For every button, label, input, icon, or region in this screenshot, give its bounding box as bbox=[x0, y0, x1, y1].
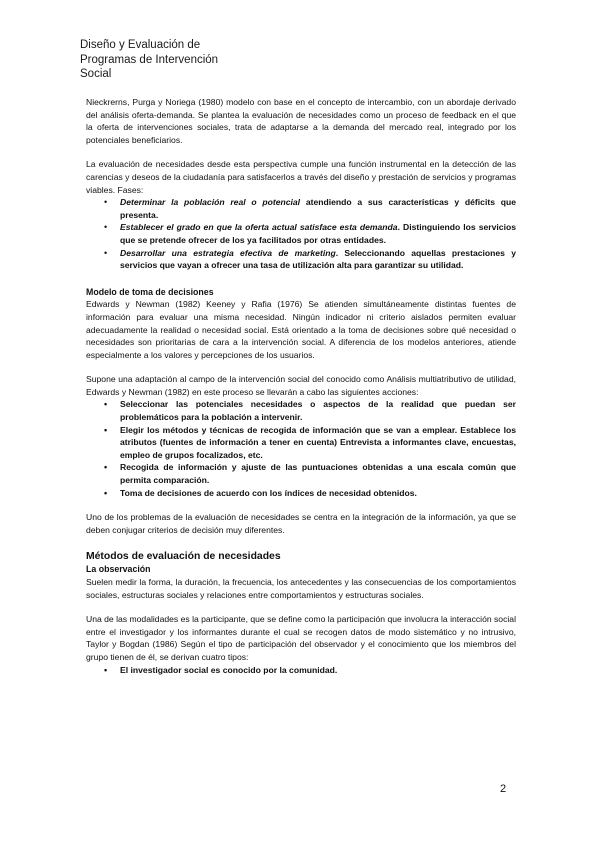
paragraph-intercambio: Nieckrerns, Purga y Noriega (1980) modelo con base en el concepto de intercambio, con un abordaje derivado del análisis oferta-demanda. Se plantea la evaluación de necesidades como un proceso de feedback en el que la oferta de intervenciones sociales, trata de adaptarse a la demanda del mercado real, integrado por los potenciales beneficiarios. bbox=[86, 97, 516, 145]
list-item: • Desarrollar una estrategia efectiva de marketing. Seleccionando aquellas prestaciones y servicios que vayan a ofrecer una tasa de utilización alta para garantizar su utilidad. bbox=[86, 247, 516, 272]
paragraph-analisis-multiatributivo: Supone una adaptación al campo de la intervención social del conocido como Análisis multiatributivo de utilidad, Edwards y Newman (1982) en este proceso se llevarán a cabo las siguientes acciones: bbox=[86, 374, 516, 397]
paragraph-integracion: Uno de los problemas de la evaluación de necesidades se centra en la integración de la información, ya que se deben conjugar criterios de decisión muy diferentes. bbox=[86, 512, 516, 535]
acciones-list bbox=[86, 398, 516, 499]
list-item: • Seleccionar las potenciales necesidades o aspectos de la realidad que puedan ser problemáticos para la población a intervenir. bbox=[86, 398, 516, 423]
heading-la-observacion: La observación bbox=[86, 564, 151, 575]
document-header bbox=[80, 38, 218, 82]
heading-modelo-toma-decisiones: Modelo de toma de decisiones bbox=[86, 286, 214, 297]
fases-list bbox=[86, 196, 516, 272]
list-item: • Elegir los métodos y técnicas de recogida de información que se van a emplear. Establece los atributos (fuentes de información a tener en cuenta) Entrevista a informantes clave, encuestas, empleo de grupos focalizados, etc. bbox=[86, 424, 516, 462]
paragraph-observacion: Suelen medir la forma, la duración, la frecuencia, los antecedentes y las consecuencias de los comportamientos sociales, estructuras sociales y relaciones entre comportamientos y estructuras sociales. bbox=[86, 577, 516, 600]
paragraph-funcion-instrumental: La evaluación de necesidades desde esta perspectiva cumple una función instrumental en la detección de las carencias y deseos de la ciudadanía para satisfacerlos a través del diseño y prestación de servicios y programas viables. Fases: bbox=[86, 159, 516, 195]
header-line-2: Programas de Intervención bbox=[80, 53, 219, 66]
document-body bbox=[86, 96, 516, 676]
header-line-3: Social bbox=[80, 68, 112, 80]
list-item: • Toma de decisiones de acuerdo con los índices de necesidad obtenidos. bbox=[86, 487, 516, 500]
list-item: • Recogida de información y ajuste de las puntuaciones obtenidas a una escala común que permita comparación. bbox=[86, 461, 516, 486]
header-line-1: Diseño y Evaluación de bbox=[80, 39, 201, 51]
heading-metodos-evaluacion: Métodos de evaluación de necesidades bbox=[86, 551, 281, 563]
page-number: 2 bbox=[500, 783, 507, 795]
paragraph-participante: Una de las modalidades es la participante, que se define como la participación que involucra la interacción social entre el investigador y los informantes durante el cual se recogen datos de modo sistemático y no intrusivo, Taylor y Bogdan (1986) Según el tipo de participación del observador y el conocimiento que los miembros del grupo tienen de él, se derivan cuatro tipos: bbox=[86, 614, 516, 662]
paragraph-edwards-newman: Edwards y Newman (1982) Keeney y Rafia (1976) Se atienden simultáneamente distintas fuentes de información para evaluar una misma necesidad. Ningún indicador ni criterio aislados permiten evaluar adecuadamente la realidad o necesidad social. Está orientado a la toma de decisiones sobre qué necesidad o necesidades son prioritarias de cara a la intervención social. A diferencia de los modelos anteriores, atiende especialmente a los valores y percepciones de los usuarios. bbox=[86, 299, 516, 360]
list-item: • El investigador social es conocido por la comunidad. bbox=[86, 664, 516, 677]
list-item: • Establecer el grado en que la oferta actual satisface esta demanda. Distinguiendo los servicios que se pretende ofrecer de los ya facilitados por otras entidades. bbox=[86, 221, 516, 246]
list-item: • Determinar la población real o potencial atendiendo a sus características y déficits que presenta. bbox=[86, 196, 516, 221]
tipos-list bbox=[86, 664, 516, 677]
